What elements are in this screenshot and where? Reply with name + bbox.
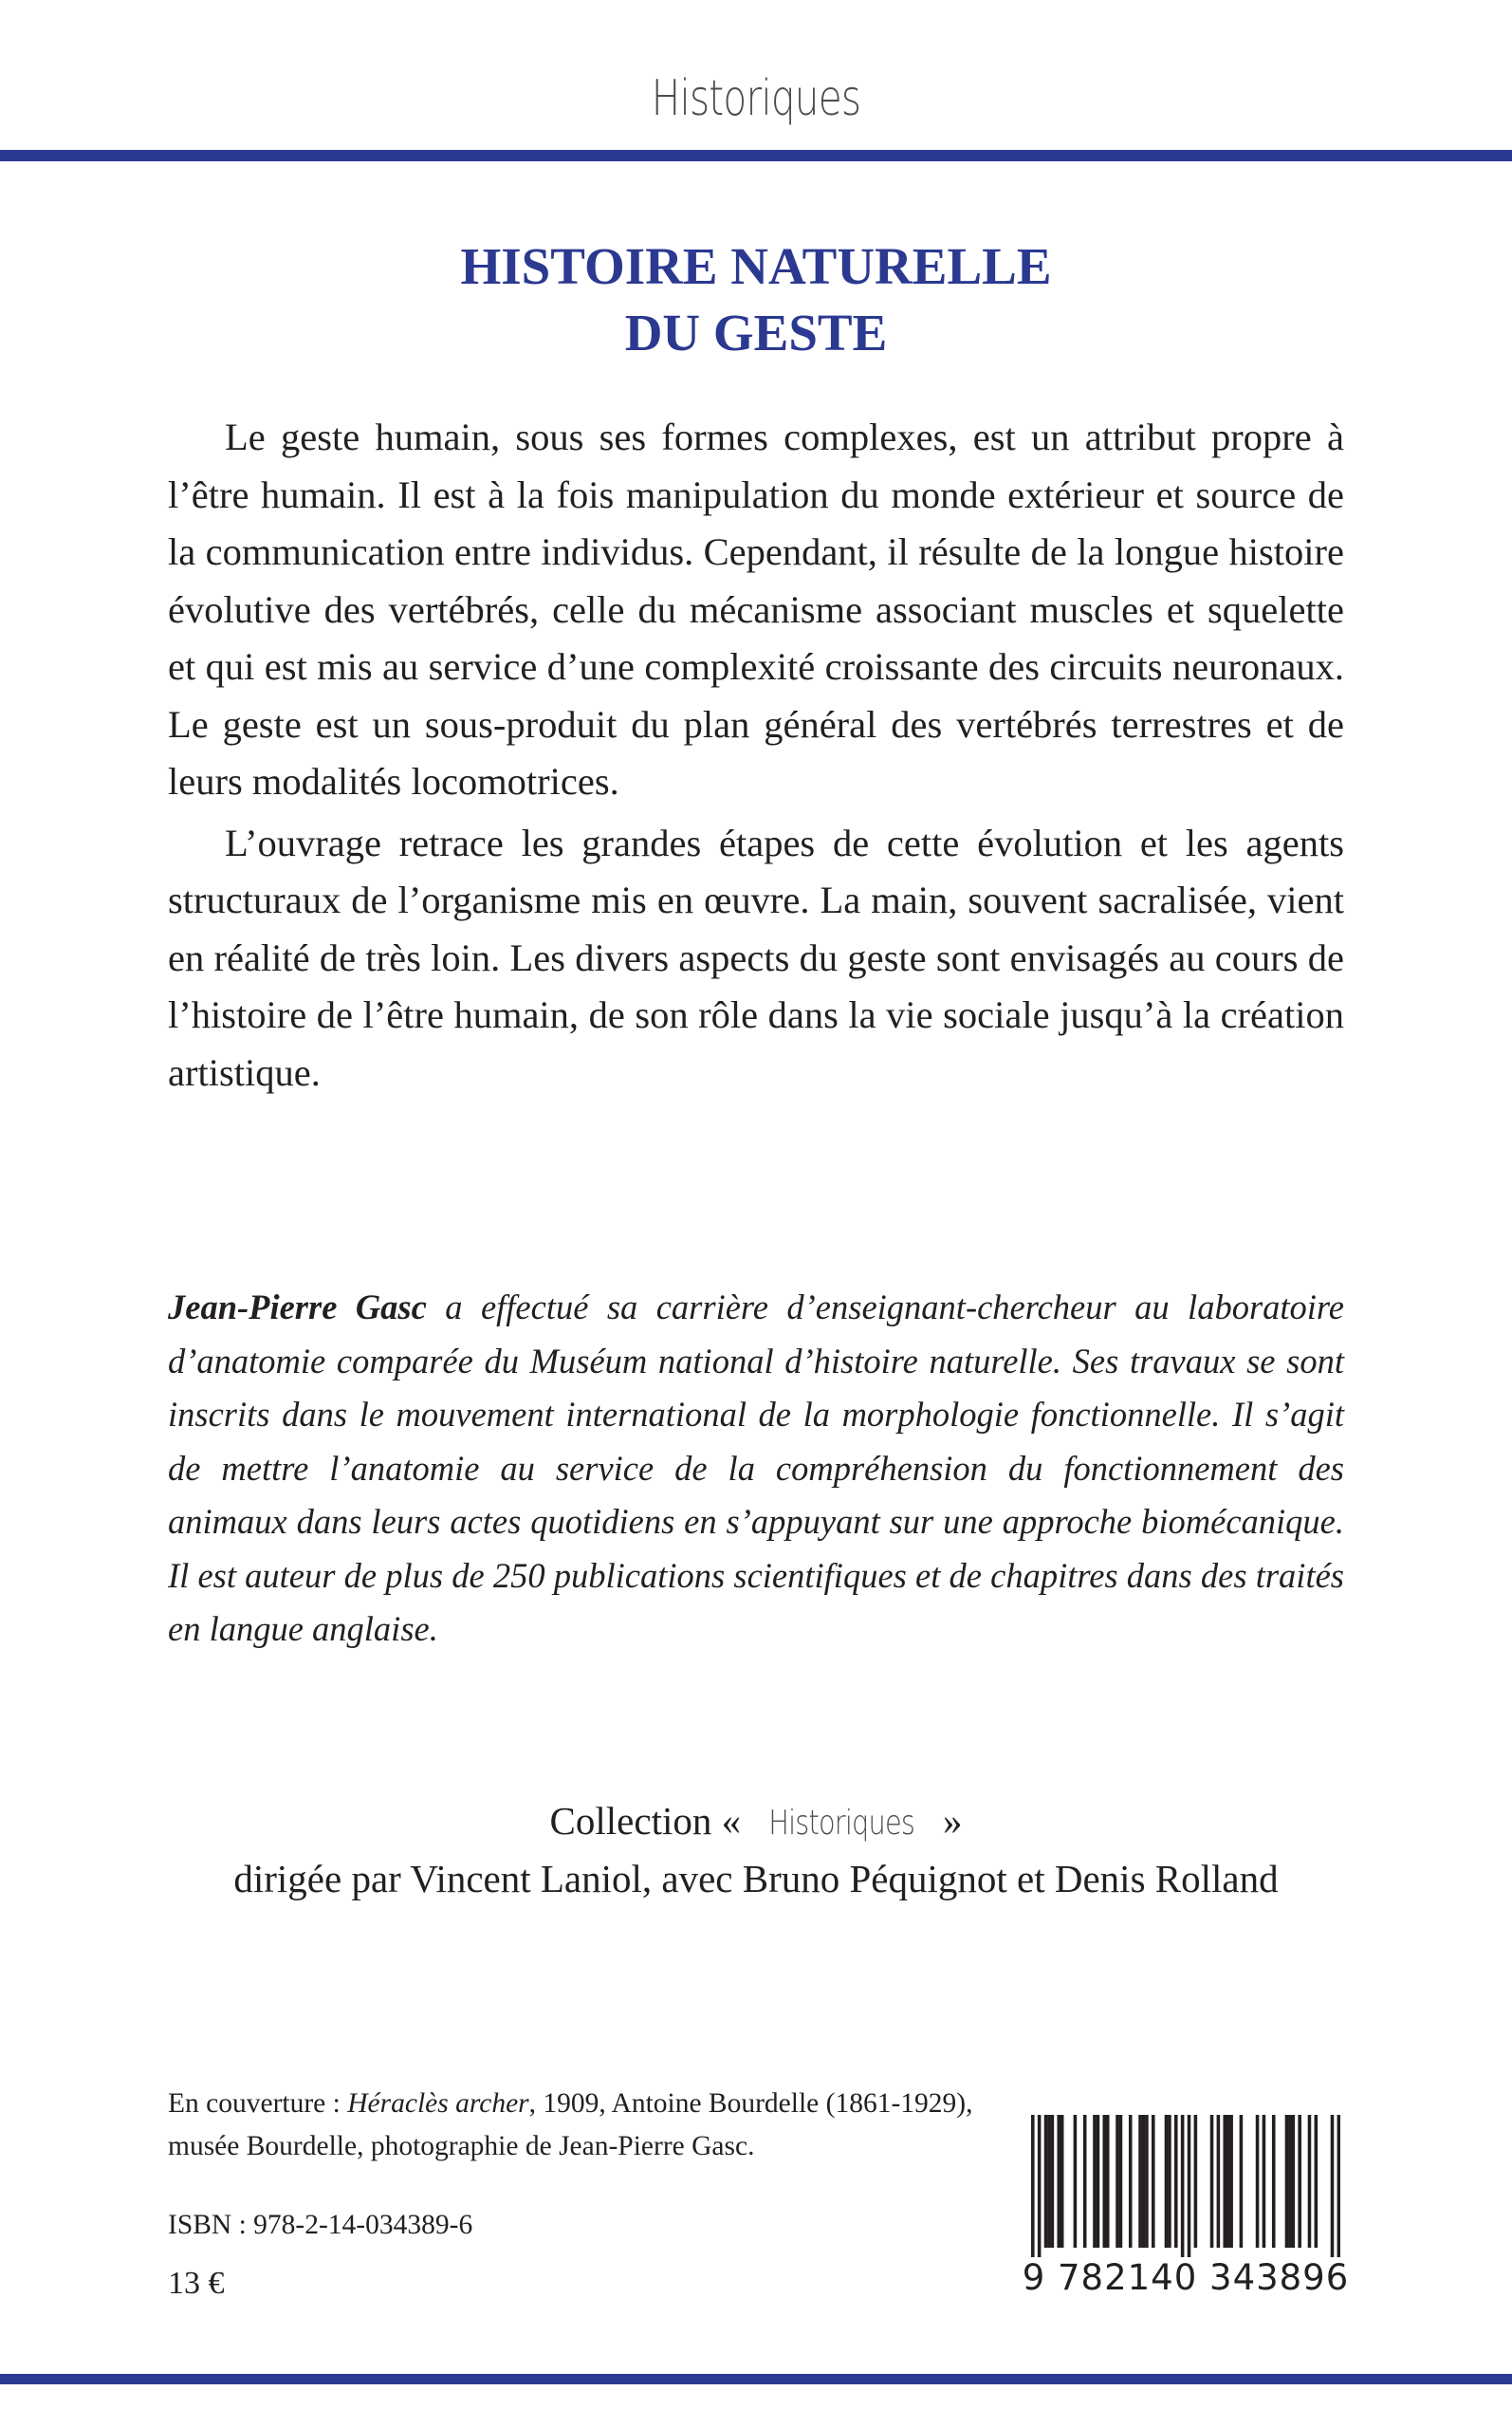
barcode-bar — [1102, 2115, 1106, 2248]
barcode-bar — [1181, 2115, 1185, 2257]
barcode-bar — [1047, 2115, 1051, 2248]
barcode-bar — [1074, 2115, 1078, 2248]
barcode — [1020, 2105, 1352, 2305]
barcode-bar — [1272, 2115, 1276, 2248]
barcode-bar — [1337, 2115, 1340, 2257]
barcode-bar — [1142, 2115, 1146, 2248]
title-line-1: HISTOIRE NATURELLE — [460, 237, 1052, 295]
barcode-bar — [1057, 2115, 1060, 2248]
barcode-bar — [1217, 2115, 1221, 2248]
series-label: Historiques — [651, 70, 861, 127]
barcode-bar — [1315, 2115, 1318, 2248]
book-title — [0, 233, 1512, 366]
barcode-bar — [1083, 2115, 1087, 2248]
barcode-bar — [1288, 2115, 1292, 2248]
collection-prefix: Collection « — [549, 1799, 742, 1843]
barcode-bar — [1119, 2115, 1123, 2248]
collection-info — [0, 1793, 1512, 1906]
collection-line — [0, 1793, 1512, 1851]
barcode-bars — [1031, 2115, 1340, 2257]
barcode-bar — [1263, 2115, 1266, 2248]
barcode-bar — [1051, 2115, 1055, 2248]
barcode-bar — [1298, 2115, 1301, 2248]
cover-credit-prefix: En couverture : — [168, 2088, 348, 2119]
barcode-bar — [1116, 2115, 1119, 2248]
barcode-bar — [1194, 2115, 1198, 2248]
cover-credit — [168, 2083, 1003, 2168]
bottom-rule — [0, 2374, 1512, 2384]
cover-credit-work: Héraclès archer — [347, 2088, 529, 2119]
barcode-bar — [1038, 2115, 1042, 2257]
isbn: ISBN : 978-2-14-034389-6 — [168, 2210, 473, 2240]
author-bio-text: a effectué sa carrière d’enseignant-chercheur au laboratoire d’anatomie comparée du Muséum national d’histoire naturelle. Ses travaux se sont inscrits dans le mouvement international de la morphologie fonctionnelle. Il s’agit de mettre l’anatomie au service de la compréhension du fonctionnement des animaux dans leurs actes quotidiens en s’appuyant sur une approche biomécanique. Il est auteur de plus de 250 publications scientifiques et de chapitres dans des traités en langue anglaise. — [168, 1288, 1344, 1648]
author-bio — [168, 1281, 1344, 1657]
barcode-bar — [1145, 2115, 1149, 2248]
barcode-bar — [1106, 2115, 1110, 2248]
barcode-bar — [1168, 2115, 1171, 2248]
barcode-bar — [1152, 2115, 1155, 2248]
barcode-bar — [1292, 2115, 1296, 2248]
barcode-bar — [1174, 2115, 1178, 2248]
barcode-bar — [1226, 2115, 1230, 2248]
barcode-bar — [1165, 2115, 1169, 2248]
title-line-2: DU GESTE — [624, 304, 888, 361]
barcode-bar — [1060, 2115, 1064, 2248]
author-name: Jean-Pierre Gasc — [168, 1288, 427, 1326]
barcode-bar — [1138, 2115, 1142, 2248]
top-rule — [0, 150, 1512, 161]
barcode-bar — [1093, 2115, 1097, 2248]
collection-name: Historiques — [768, 1804, 915, 1843]
summary-paragraph-2: L’ouvrage retrace les grandes étapes de cette évolution et les agents structuraux de l’organisme mis en œuvre. La main, souvent sacralisée, vient en réalité de très loin. Les divers aspects du geste sont envisagés au cours de l’histoire de l’être humain, de son rôle dans la vie sociale jusqu’à la création artistique. — [168, 821, 1344, 1094]
barcode-bar — [1044, 2115, 1048, 2248]
barcode-bar — [1229, 2115, 1233, 2248]
barcode-bar — [1210, 2115, 1214, 2248]
summary — [168, 409, 1344, 1102]
barcode-digits: 9 782140 343896 — [1022, 2257, 1350, 2298]
barcode-bar — [1331, 2115, 1335, 2257]
barcode-bar — [1308, 2115, 1312, 2248]
collection-suffix: » — [942, 1799, 963, 1843]
barcode-bar — [1097, 2115, 1100, 2248]
barcode-bar — [1188, 2115, 1191, 2257]
barcode-bar — [1129, 2115, 1133, 2248]
barcode-bar — [1031, 2115, 1035, 2257]
barcode-bar — [1285, 2115, 1289, 2248]
barcode-bar — [1223, 2115, 1226, 2248]
price: 13 € — [168, 2266, 225, 2301]
cover-credit-details: , 1909, Antoine Bourdelle (1861-1929), musée Bourdelle, photographie de Jean-Pierre Gasc. — [168, 2088, 973, 2161]
collection-directors: dirigée par Vincent Laniol, avec Bruno Péquignot et Denis Rolland — [233, 1857, 1279, 1900]
summary-paragraph-1: Le geste humain, sous ses formes complexes, est un attribut propre à l’être humain. Il est à la fois manipulation du monde extérieur et source de la communication entre individus. Cependant, il résulte de la longue histoire évolutive des vertébrés, celle du mécanisme associant muscles et squelette et qui est mis au service d’une complexité croissante des circuits neuronaux. Le geste est un sous-produit du plan général des vertébrés terrestres et de leurs modalités locomotrices. — [168, 416, 1344, 803]
barcode-bar — [1256, 2115, 1260, 2248]
barcode-bar — [1240, 2115, 1244, 2248]
